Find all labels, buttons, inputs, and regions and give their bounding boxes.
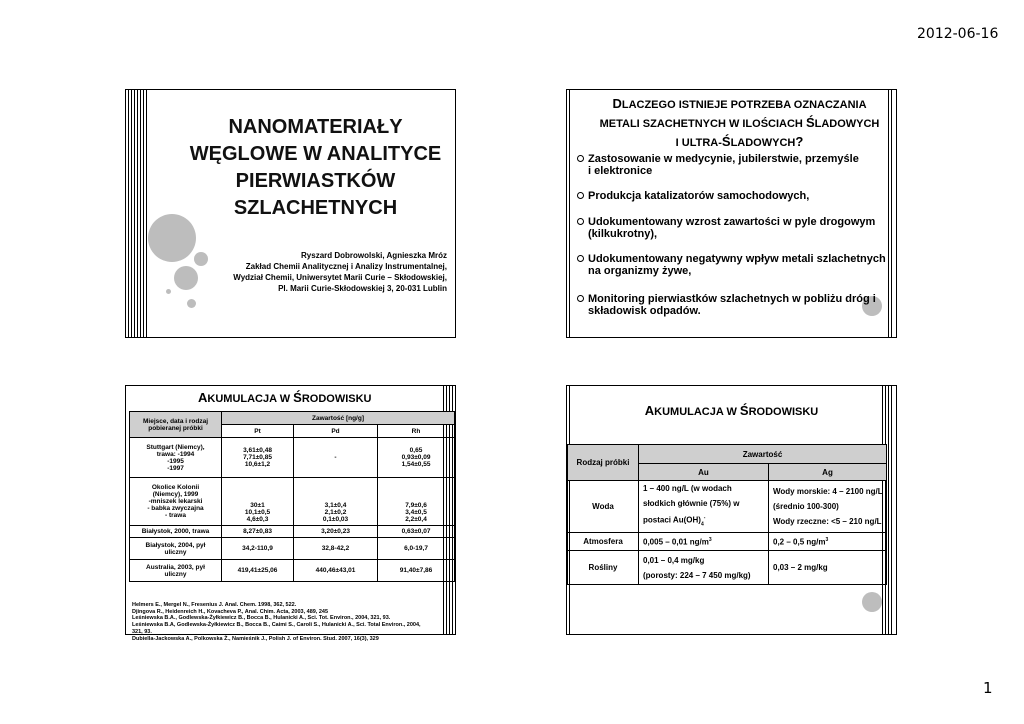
slide-accumulation-heading: AKUMULACJA W ŚRODOWISKU	[198, 390, 372, 405]
gold-silver-table	[567, 444, 887, 585]
column-header-rh: Rh	[378, 425, 455, 438]
decorative-circle-dot	[187, 299, 196, 308]
metals-content-table	[129, 411, 455, 582]
slide-why-heading: DLACZEGO ISTNIEJE POTRZEBA OZNACZANIA METALI SZACHETNYCH W ILOŚCIACH ŚLADOWYCH I ULTRA-ŚLADOWYCH?	[599, 96, 880, 149]
table-row: Białystok, 2004, pył uliczny 34,2-110,9 32,8-42,2 6,0-19,7	[130, 538, 455, 560]
table-row: Atmosfera 0,005 – 0,01 $ng/m^3$ 0,2 – 0,5 $ng/m^3$	[568, 533, 887, 551]
list-item: Udokumentowany negatywny wpływ metali szlachetnych na organizmy żywe,	[577, 253, 894, 277]
page-date: 2012-06-16	[917, 26, 999, 42]
slide-left-stripes	[569, 90, 572, 337]
slide-title-heading: NANOMATERIAŁY WĘGLOWE W ANALITYCE PIERWIASTKÓW SZLACHETNYCH	[189, 116, 442, 219]
slide-why	[566, 89, 897, 338]
bullet-icon	[577, 218, 584, 225]
column-header-ag: Ag	[769, 464, 887, 481]
slide-title	[125, 89, 456, 338]
table-row: Stuttgart (Niemcy), trawa: -1994 -1995 -1997 3,61±0,48 7,71±0,85 10,6±1,2 - 0,65 0,93±0,09 1,54±0,55	[130, 438, 455, 478]
references: Helmers E., Mergel N., Fresenius J. Anal. Chem. 1998, 362, 522. Djingova R., Heidenreich H., Kovacheva P., Anal. Chim. Acta, 2003, 489, 245 Leśniewska B.A., Godlewska-Żyłkiewicz B., Bocca B., Hulanicki A., Sci. Tot. Environ., 2004, 321, 93. Leśniewska B.A, Godlewska-Żyłkiewicz B., Bocca B., Caimi S., Caroli S., Hulanicki A., Sci. Total Environ., 2004, 321, 93. Dubiella-Jackowska A., Polkowska Ż., Namieśnik J., Polish J. of Environ. Stud. 2007, 16(3), 329	[132, 602, 421, 642]
slide-accumulation-heading: AKUMULACJA W ŚRODOWISKU	[644, 403, 819, 418]
table-row: Woda 1 – 400 ng/L (w wodach słodkich głównie (75%) w postaci $Au(OH)_4^-$ Wody morskie: 4 – 2100 ng/L (średnio 100-300) Wody rzeczne: <5 – 210 ng/L	[568, 481, 887, 533]
decorative-circle-small	[194, 252, 208, 266]
decorative-circle-tiny	[166, 289, 171, 294]
bullet-icon	[577, 192, 584, 199]
list-item: Monitoring pierwiastków szlachetnych w pobliżu dróg i składowisk odpadów.	[577, 293, 894, 317]
slide-left-stripes	[128, 90, 147, 337]
bullet-icon	[577, 255, 584, 262]
column-header-place: Miejsce, data i rodzaj pobieranej próbki	[130, 412, 222, 438]
column-header-sample: Rodzaj próbki	[568, 445, 639, 481]
bullet-icon	[577, 295, 584, 302]
slide-accumulation-table-1	[125, 385, 456, 642]
list-item: Udokumentowany wzrost zawartości w pyle drogowym (kilkukrotny),	[577, 216, 894, 240]
column-header-content: Zawartość	[639, 445, 887, 464]
list-item: Produkcja katalizatorów samochodowych,	[577, 190, 894, 202]
table-row: Australia, 2003, pył uliczny 419,41±25,06 440,46±43,01 91,40±7,86	[130, 560, 455, 582]
column-header-pt: Pt	[222, 425, 294, 438]
table-row: Rośliny 0,01 – 0,4 mg/kg (porosty: 224 – 7 450 mg/kg) 0,03 – 2 mg/kg	[568, 551, 887, 585]
column-header-content: Zawartość [ng/g]	[222, 412, 455, 425]
bullet-icon	[577, 155, 584, 162]
slide-authors: Ryszard Dobrowolski, Agnieszka Mróz Zakład Chemii Analitycznej i Analizy Instrumentalnej, Wydział Chemii, Uniwersytet Marii Curie – Skłodowskiej, Pl. Marii Curie-Skłodowskiej 3, 20-031 Lublin	[233, 251, 447, 293]
slide-accumulation-table-2	[566, 385, 897, 635]
table-row: Białystok, 2000, trawa 8,27±0,83 3,20±0,23 0,63±0,07	[130, 526, 455, 538]
page-number: 1	[983, 679, 993, 697]
table-row: Okolice Kolonii (Niemcy), 1999 -mniszek lekarski - babka zwyczajna - trawa 30±1 10,1±0,5 4,6±0,3 3,1±0,4 2,1±0,2 0,1±0,03 7,9±0,6 3,4±0,5 2,2±0,4	[130, 478, 455, 526]
column-header-au: Au	[639, 464, 769, 481]
decorative-circle-medium	[174, 266, 198, 290]
list-item: Zastosowanie w medycynie, jubilerstwie, przemyśle i elektronice	[577, 153, 894, 177]
decorative-circle	[862, 592, 882, 612]
column-header-pd: Pd	[294, 425, 378, 438]
